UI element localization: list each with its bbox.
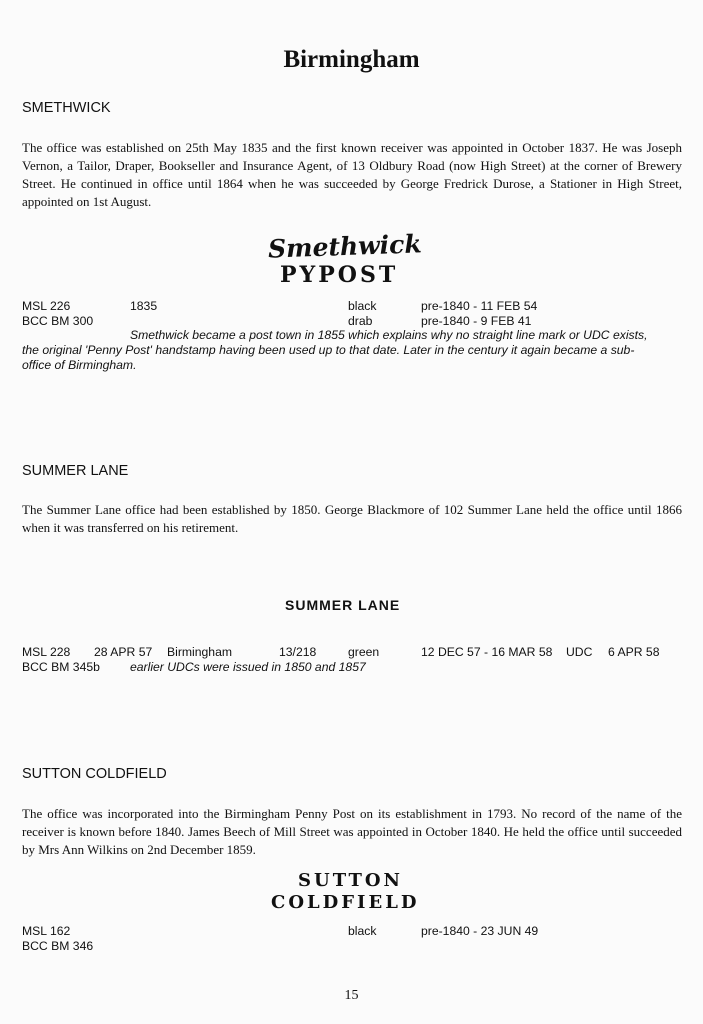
- smethwick-paragraph: The office was established on 25th May 1835 and the first known receiver was appointed in October 1837. He was Joseph Vernon, a Tailor, Draper, Bookseller and Insurance Agent, of 13 Oldbury Road (now High Street) at the corner of Brewery Street. He continued in office until 1864 when he was succeeded by George Fredrick Durose, a Stationer in High Street, appointed on 1st August.: [22, 140, 682, 209]
- table-cell-colour: drab: [348, 314, 373, 328]
- table-cell-period: pre-1840 - 23 JUN 49: [421, 924, 539, 938]
- table-cell-period: pre-1840 - 11 FEB 54: [421, 299, 538, 313]
- smethwick-stamp-line1: Smethwick: [267, 229, 423, 264]
- section-heading-smethwick: SMETHWICK: [22, 100, 111, 116]
- table-cell-colour: green: [348, 645, 380, 659]
- page-title: Birmingham: [283, 46, 420, 73]
- table-cell-code: 13/218: [279, 645, 317, 659]
- smethwick-stamp-line2: PYPOST: [280, 262, 399, 288]
- table-cell-town: Birmingham: [167, 645, 233, 659]
- table-cell-ref: MSL 162: [22, 924, 71, 938]
- summer-lane-paragraph: The Summer Lane office had been established by 1850. George Blackmore of 102 Summer Lane held the office until 1866 when it was transferred on his retirement.: [22, 502, 682, 535]
- section-heading-sutton-coldfield: SUTTON COLDFIELD: [22, 766, 167, 782]
- sutton-stamp-line1: SUTTON: [298, 870, 403, 891]
- table-cell-period: pre-1840 - 9 FEB 41: [421, 314, 532, 328]
- sutton-stamp-line2: COLDFIELD: [271, 892, 420, 913]
- table-cell-date: 1835: [130, 299, 158, 313]
- table-cell-ref: MSL 228: [22, 645, 71, 659]
- table-cell-date: 28 APR 57: [94, 645, 153, 659]
- table-cell-colour: black: [348, 924, 377, 938]
- section-heading-summer-lane: SUMMER LANE: [22, 463, 129, 479]
- table-cell-ref: BCC BM 345b: [22, 660, 100, 674]
- table-cell-period: 12 DEC 57 - 16 MAR 58: [421, 645, 553, 659]
- sutton-coldfield-paragraph: The office was incorporated into the Birmingham Penny Post on its establishment in 1793. No record of the name of the receiver is known before 1840. James Beech of Mill Street was appointed in October 1840. He held the office until succeeded by Mrs Ann Wilkins on 2nd December 1859.: [22, 806, 682, 857]
- table-cell-end: 6 APR 58: [608, 645, 660, 659]
- page-number: 15: [344, 988, 359, 1003]
- table-cell-ref: BCC BM 300: [22, 314, 94, 328]
- table-cell-ref: BCC BM 346: [22, 939, 94, 953]
- smethwick-note: Smethwick became a post town in 1855 which explains why no straight line mark or UDC exists, the original 'Penny Post' handstamp having been used up to that date. Later in the century it again became a sub-office of Birmingham.: [22, 328, 648, 372]
- table-cell-ref: MSL 226: [22, 299, 71, 313]
- table-cell-type: UDC: [566, 645, 593, 659]
- table-cell-note: earlier UDCs were issued in 1850 and 1857: [130, 660, 366, 674]
- table-cell-colour: black: [348, 299, 377, 313]
- summer-lane-stamp: SUMMER LANE: [285, 597, 401, 613]
